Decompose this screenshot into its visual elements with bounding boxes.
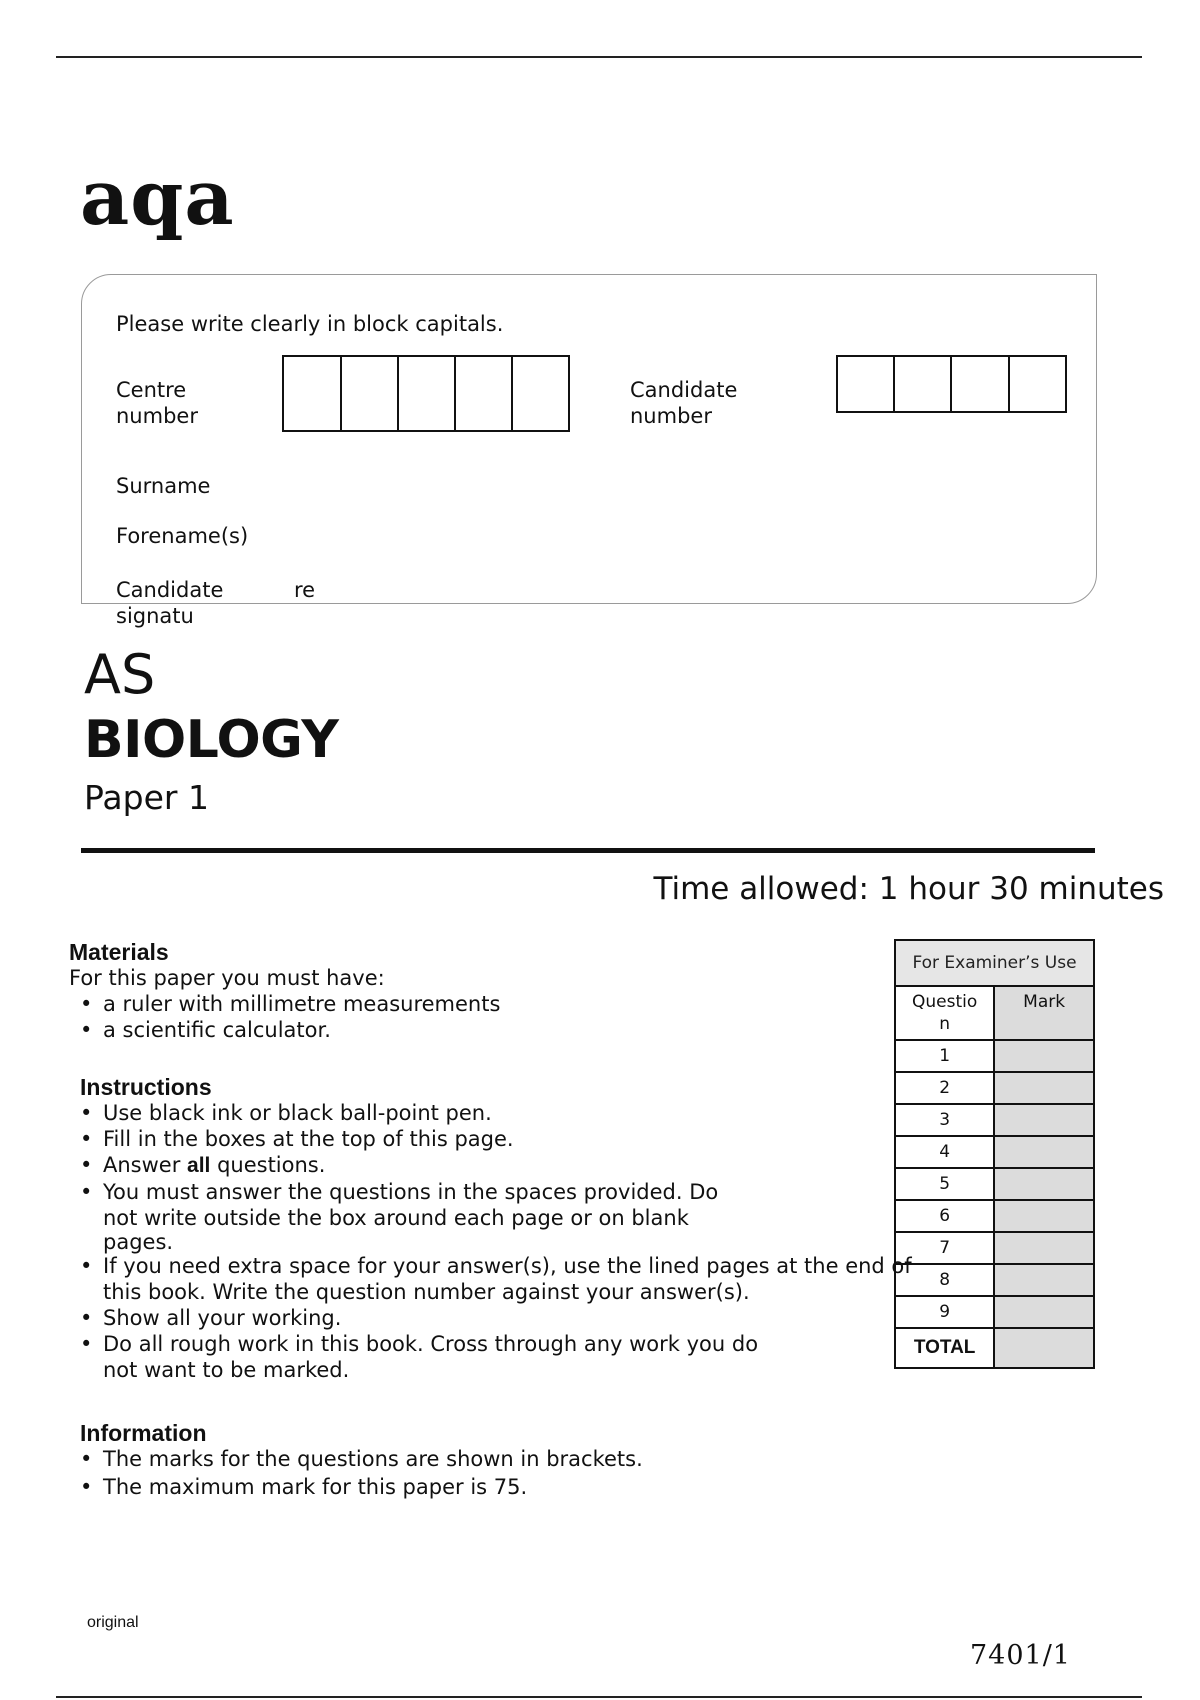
question-number: 8 (895, 1264, 994, 1296)
question-number: 9 (895, 1296, 994, 1328)
aqa-logo: aqa (80, 153, 235, 242)
examiner-table-title: For Examiner’s Use (895, 940, 1094, 986)
list-item: • a scientific calculator. (78, 1017, 500, 1043)
candidate-digit-box[interactable] (895, 357, 952, 411)
subject-title: BIOLOGY (84, 710, 339, 770)
materials-list (78, 991, 500, 1043)
information-list (78, 1446, 643, 1500)
candidate-details-box (81, 274, 1097, 628)
list-item: • Do all rough work in this book. Cross through any work you do not want to be marked. (78, 1331, 912, 1383)
list-item: • a ruler with millimetre measurements (78, 991, 500, 1017)
question-column-header: Questio n (895, 986, 994, 1040)
surname-label: Surname (116, 474, 211, 498)
question-number: 1 (895, 1040, 994, 1072)
question-number: 7 (895, 1232, 994, 1264)
signature-label-continued: re (294, 578, 316, 602)
list-item: • Answer all questions. (78, 1152, 912, 1179)
mark-cell (994, 1136, 1094, 1168)
information-heading: Information (80, 1420, 207, 1446)
instructions-list (78, 1100, 912, 1383)
time-allowed: Time allowed: 1 hour 30 minutes (653, 871, 1164, 907)
question-number: 3 (895, 1104, 994, 1136)
mark-cell (994, 1168, 1094, 1200)
mark-cell (994, 1072, 1094, 1104)
examiner-use-table (894, 939, 1095, 1369)
total-label: TOTAL (895, 1328, 994, 1368)
centre-number-input[interactable] (282, 355, 570, 432)
instructions-heading: Instructions (80, 1074, 212, 1100)
question-number: 2 (895, 1072, 994, 1104)
signature-label: Candidate signatu (116, 578, 224, 628)
candidate-digit-box[interactable] (1010, 357, 1065, 411)
list-item: • The maximum mark for this paper is 75. (78, 1474, 643, 1500)
total-mark-cell (994, 1328, 1094, 1368)
paper-code: 7401/1 (970, 1640, 1071, 1671)
list-item: • If you need extra space for your answer(s), use the lined pages at the end of this book. Write the question number against your answer(s). (78, 1253, 912, 1305)
mark-cell (994, 1200, 1094, 1232)
question-number: 5 (895, 1168, 994, 1200)
mark-cell (994, 1296, 1094, 1328)
centre-digit-box[interactable] (513, 357, 568, 430)
list-item: • Show all your working. (78, 1305, 912, 1331)
question-number: 6 (895, 1200, 994, 1232)
top-rule (56, 56, 1142, 58)
qualification-level: AS (84, 643, 156, 706)
mark-cell (994, 1232, 1094, 1264)
centre-digit-box[interactable] (399, 357, 456, 430)
mark-cell (994, 1264, 1094, 1296)
bottom-rule (56, 1696, 1142, 1698)
mark-cell (994, 1104, 1094, 1136)
centre-digit-box[interactable] (342, 357, 399, 430)
forenames-label: Forename(s) (116, 524, 249, 548)
candidate-number-label: Candidate number (630, 378, 738, 428)
block-capitals-instruction: Please write clearly in block capitals. (116, 312, 504, 336)
candidate-digit-box[interactable] (952, 357, 1010, 411)
list-item: • The marks for the questions are shown in brackets. (78, 1446, 643, 1472)
question-number: 4 (895, 1136, 994, 1168)
materials-intro: For this paper you must have: (69, 966, 385, 990)
centre-digit-box[interactable] (284, 357, 342, 430)
centre-digit-box[interactable] (456, 357, 513, 430)
centre-number-label: Centre number (116, 378, 198, 428)
list-item: • Use black ink or black ball-point pen. (78, 1100, 912, 1126)
candidate-number-input[interactable] (836, 355, 1067, 413)
list-item: • You must answer the questions in the spaces provided. Do not write outside the box around each page or on blank pages. (78, 1179, 912, 1253)
section-divider (81, 848, 1095, 853)
footer-note: original (87, 1614, 139, 1631)
list-item: • Fill in the boxes at the top of this page. (78, 1126, 912, 1152)
mark-column-header: Mark (994, 986, 1094, 1040)
candidate-digit-box[interactable] (838, 357, 895, 411)
mark-cell (994, 1040, 1094, 1072)
materials-heading: Materials (69, 939, 169, 965)
paper-name: Paper 1 (84, 778, 209, 817)
